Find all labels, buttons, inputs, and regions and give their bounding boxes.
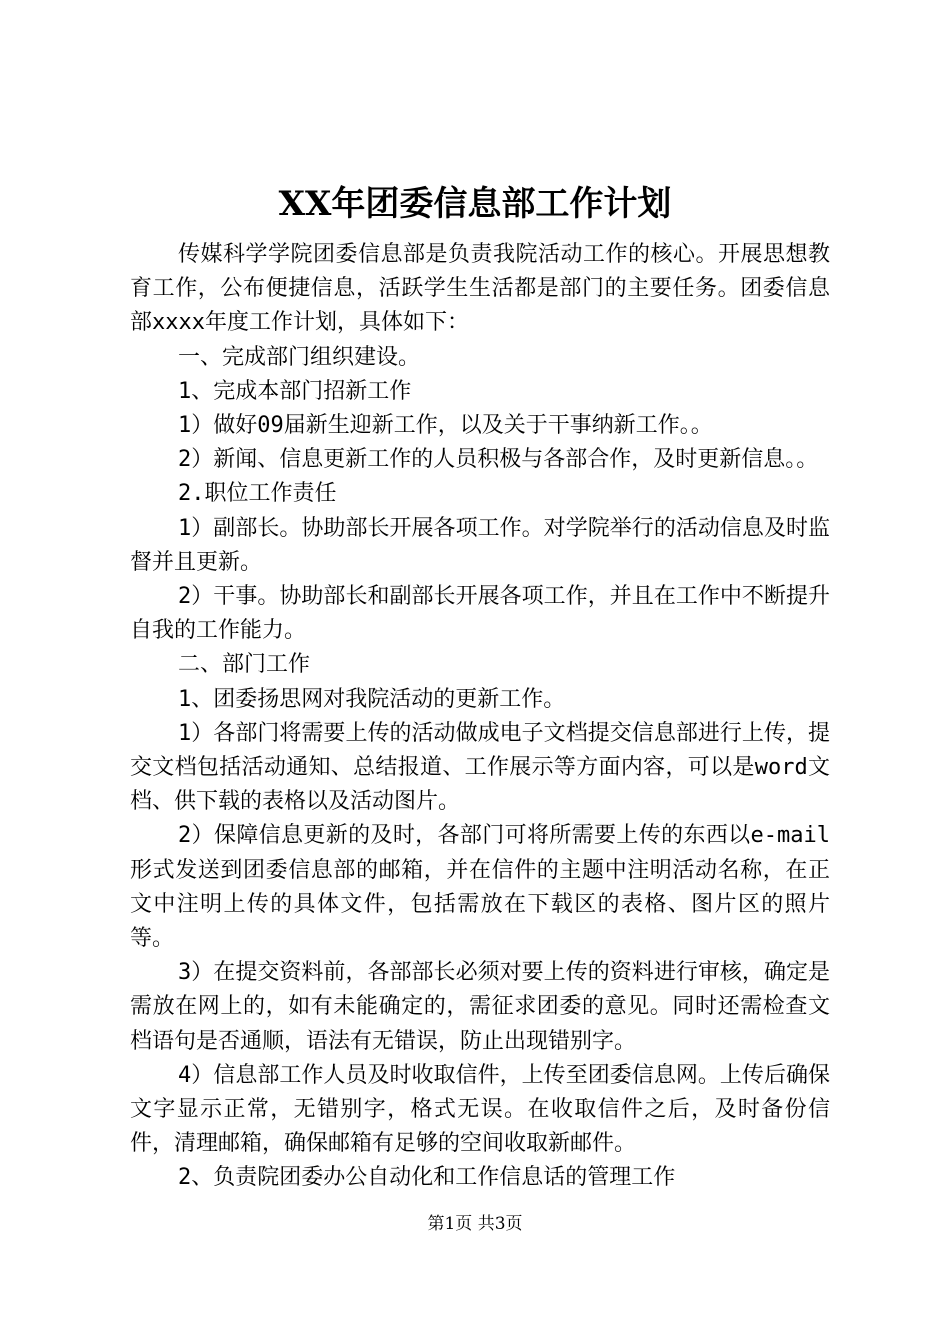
document-title: XX年团委信息部工作计划 xyxy=(278,184,672,224)
subsection-heading-1-1: 1、完成本部门招新工作 xyxy=(178,378,412,404)
list-item: 3）在提交资料前，各部部长必须对要上传的资料进行审核，确定是需放在网上的，如有未能确定的，需征求团委的意见。同时还需检查文档语句是否通顺，语法有无错误，防止出现错别字。 xyxy=(130,960,830,1054)
paragraph-intro: 传媒科学学院团委信息部是负责我院活动工作的核心。开展思想教育工作，公布便捷信息，活跃学生生活都是部门的主要任务。团委信息部xxxx年度工作计划，具体如下： xyxy=(130,242,830,336)
section-heading-1: 一、完成部门组织建设。 xyxy=(178,344,421,370)
list-item: 4）信息部工作人员及时收取信件，上传至团委信息网。上传后确保文字显示正常，无错别字，格式无误。在收取信件之后，及时备份信件，清理邮箱，确保邮箱有足够的空间收取新邮件。 xyxy=(130,1062,830,1157)
subsection-heading-2-1: 1、团委扬思网对我院活动的更新工作。 xyxy=(178,686,566,712)
section-heading-2: 二、部门工作 xyxy=(178,652,311,678)
list-item: 1）做好09届新生迎新工作，以及关于干事纳新工作。。 xyxy=(178,413,713,439)
list-item: 1）副部长。协助部长开展各项工作。对学院举行的活动信息及时监督并且更新。 xyxy=(130,515,830,575)
list-item: 1）各部门将需要上传的活动做成电子文档提交信息部进行上传，提交文档包括活动通知、总结报道、工作展示等方面内容，可以是word文档、供下载的表格以及活动图片。 xyxy=(130,720,830,815)
list-item: 2）保障信息更新的及时，各部门可将所需要上传的东西以e-mail形式发送到团委信息部的邮箱，并在信件的主题中注明活动名称，在正文中注明上传的具体文件，包括需放在下载区的表格、图片区的照片等。 xyxy=(130,823,830,952)
subsection-heading-1-2: 2.职位工作责任 xyxy=(178,481,337,507)
document-body xyxy=(130,238,830,1196)
page-number: 第1页 共3页 xyxy=(427,1214,523,1234)
subsection-heading-2-2: 2、负责院团委办公自动化和工作信息话的管理工作 xyxy=(178,1165,676,1191)
list-item: 2）新闻、信息更新工作的人员积极与各部合作，及时更新信息。。 xyxy=(178,447,819,473)
list-item: 2）干事。协助部长和副部长开展各项工作，并且在工作中不断提升自我的工作能力。 xyxy=(130,584,830,644)
